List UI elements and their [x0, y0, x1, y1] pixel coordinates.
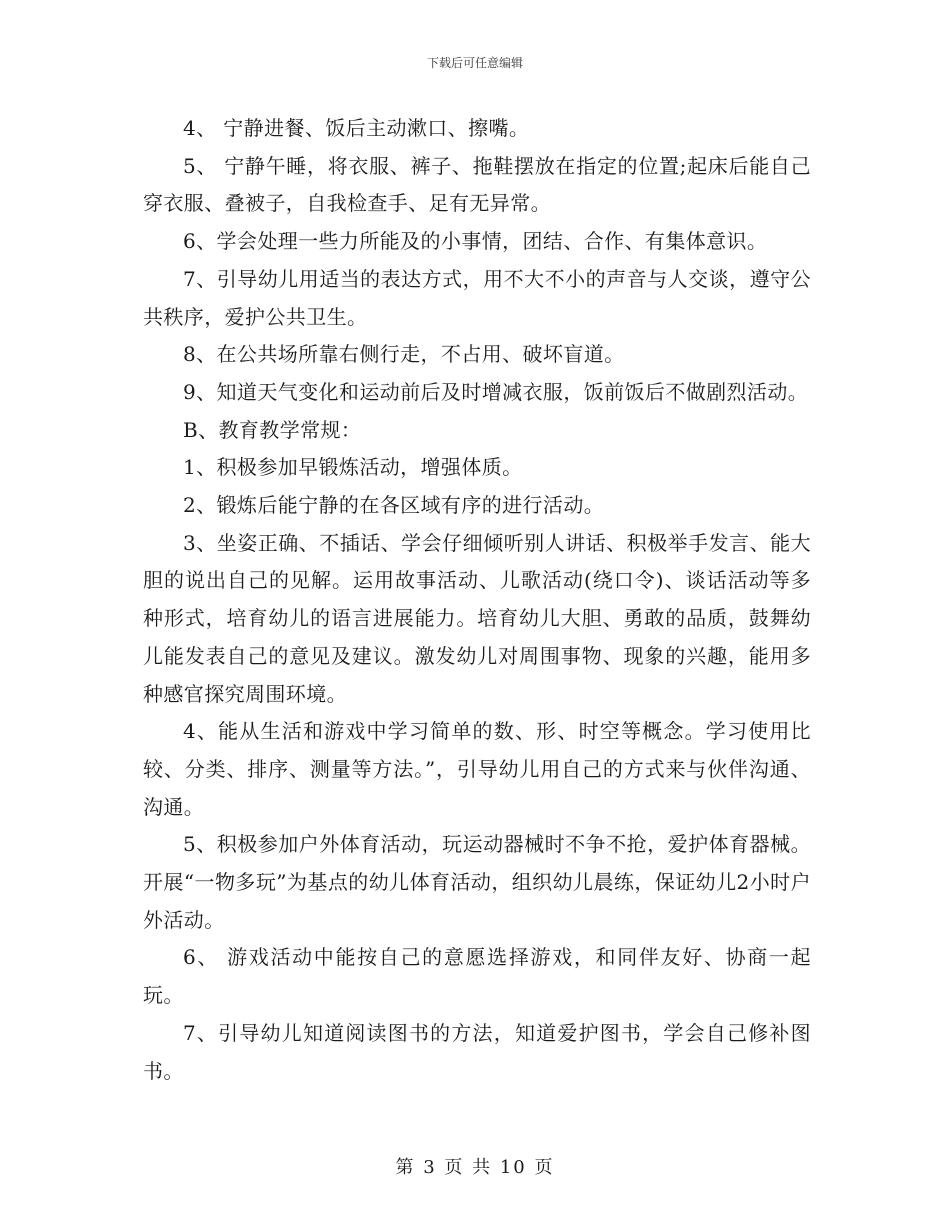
paragraph-b-item-3-language: 3、坐姿正确、不插话、学会仔细倾听别人讲话、积极举手发言、能大胆的说出自己的见解。运用故事活动、儿歌活动(绕口令)、谈话活动等多种形式，培育幼儿的语言进展能力。培育幼儿大胆、勇敢的品质，鼓舞幼儿能发表自己的意见及建议。激发幼儿对周围事物、现象的兴趣，能用多种感官探究周围环境。 — [143, 530, 811, 706]
paragraph-item-9-weather: 9、知道天气变化和运动前后及时增减衣服，饭前饭后不做剧烈活动。 — [183, 379, 809, 404]
document-body — [143, 110, 811, 1090]
paragraph-b-item-2-activities: 2、锻炼后能宁静的在各区域有序的进行活动。 — [183, 493, 605, 518]
paragraph-item-8-public-places: 8、在公共场所靠右侧行走，不占用、破坏盲道。 — [183, 342, 625, 367]
paragraph-b-item-7-reading: 7、引导幼儿知道阅读图书的方法，知道爱护图书，学会自己修补图书。 — [143, 1020, 811, 1083]
paragraph-b-item-1-exercise: 1、积极参加早锻炼活动，增强体质。 — [183, 455, 523, 480]
paragraph-item-4-dining: 4、 宁静进餐、饭后主动漱口、擦嘴。 — [183, 116, 530, 140]
paragraph-item-6-teamwork: 6、学会处理一些力所能及的小事情，团结、合作、有集体意识。 — [183, 229, 768, 254]
paragraph-b-item-5-sports: 5、积极参加户外体育活动，玩运动器械时不争不抢，爱护体育器械。开展“一物多玩”为基点的幼儿体育活动，组织幼儿晨练，保证幼儿2小时户外活动。 — [143, 832, 811, 932]
paragraph-b-item-6-games: 6、 游戏活动中能按自己的意愿选择游戏，和同伴友好、协商一起玩。 — [143, 945, 811, 1008]
paragraph-item-7-manners: 7、引导幼儿用适当的表达方式，用不大不小的声音与人交谈，遵守公共秩序，爱护公共卫生。 — [143, 266, 811, 329]
section-heading-b: B、教育教学常规： — [183, 417, 362, 442]
page-header: 下载后可任意编辑 — [426, 56, 523, 70]
paragraph-item-5-nap: 5、 宁静午睡，将衣服、裤子、拖鞋摆放在指定的位置;起床后能自己穿衣服、叠被子，自我检查手、足有无异常。 — [143, 153, 811, 216]
page-number-footer: 第 3 页 共 10 页 — [395, 1157, 555, 1178]
paragraph-b-item-4-math: 4、能从生活和游戏中学习简单的数、形、时空等概念。学习使用比较、分类、排序、测量等方法。”，引导幼儿用自己的方式来与伙伴沟通、沟通。 — [143, 719, 811, 819]
